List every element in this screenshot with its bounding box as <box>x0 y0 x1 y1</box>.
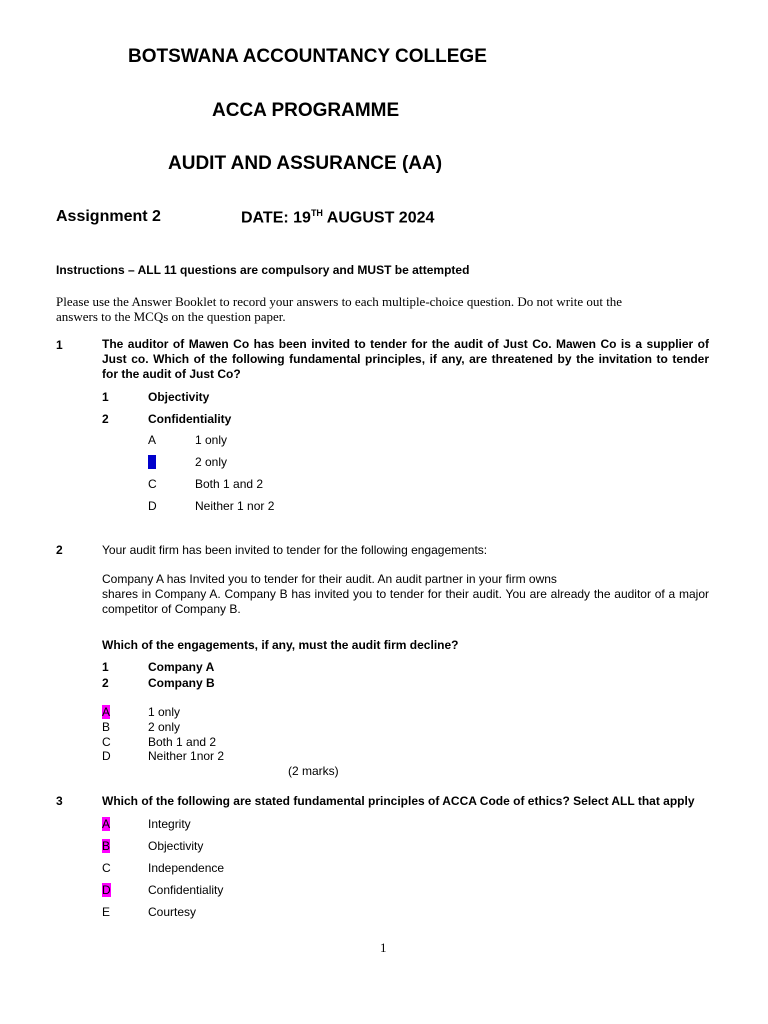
instructions-line-1: Please use the Answer Booklet to record your answers to each multiple-choice question. Do not write out the <box>56 294 623 309</box>
question-1-item-2-number: 2 <box>102 412 109 426</box>
date-prefix: DATE: 19 <box>241 209 311 227</box>
question-1-option-d-text: Neither 1 nor 2 <box>195 499 275 513</box>
college-name: BOTSWANA ACCOUNTANCY COLLEGE <box>128 46 487 67</box>
page-number: 1 <box>380 940 387 955</box>
question-3-option-b-text: Objectivity <box>148 839 204 853</box>
question-1-option-c-text: Both 1 and 2 <box>195 477 264 491</box>
question-1-stem: The auditor of Mawen Co has been invited to tender for the audit of Just Co. Mawen Co is a supplier of Just co. Which of the following fundamental principles, if any, are threatened by the invitation to tender for the audit of Just Co? <box>102 337 709 381</box>
question-2-item-2-number: 2 <box>102 676 109 690</box>
question-1-option-d-letter[interactable]: D <box>148 499 157 513</box>
question-3-option-b-letter[interactable]: B <box>102 839 111 853</box>
date-suffix: AUGUST 2024 <box>322 209 435 227</box>
question-1-item-1-number: 1 <box>102 390 109 404</box>
question-2-item-2-text: Company B <box>148 676 215 690</box>
question-2-option-a-text: 1 only <box>148 705 181 719</box>
question-1-item-2-text: Confidentiality <box>148 412 232 426</box>
question-1-option-a-letter[interactable]: A <box>148 433 157 447</box>
question-2-number: 2 <box>56 543 63 557</box>
course-title: AUDIT AND ASSURANCE (AA) <box>168 153 443 174</box>
question-2-option-b-letter[interactable]: B <box>102 720 111 734</box>
date-superscript: TH <box>310 208 323 218</box>
question-2-option-a-letter[interactable]: A <box>102 705 111 719</box>
question-3-option-d-text: Confidentiality <box>148 883 224 897</box>
question-3-option-e-letter[interactable]: E <box>102 905 111 919</box>
question-1-number: 1 <box>56 338 63 352</box>
question-3-number: 3 <box>56 794 63 808</box>
question-3-option-d-letter[interactable]: D <box>102 883 111 897</box>
question-2-item-1-text: Company A <box>148 660 215 674</box>
question-3-option-e-text: Courtesy <box>148 905 197 919</box>
question-2-option-c-letter[interactable]: C <box>102 735 111 749</box>
assignment-date <box>241 208 434 227</box>
question-1-item-1-text: Objectivity <box>148 390 210 404</box>
instructions-line-2: answers to the MCQs on the question paper. <box>56 309 286 324</box>
question-3-option-a-text: Integrity <box>148 817 191 831</box>
instructions-title: Instructions – ALL 11 questions are compulsory and MUST be attempted <box>56 263 470 277</box>
question-1-option-b-text: 2 only <box>195 455 228 469</box>
question-1-option-a-text: 1 only <box>195 433 228 447</box>
question-2-item-1-number: 1 <box>102 660 109 674</box>
question-2-question: Which of the engagements, if any, must the audit firm decline? <box>102 638 459 652</box>
programme-title: ACCA PROGRAMME <box>212 100 400 121</box>
question-1-option-b-letter[interactable]: B <box>148 455 157 469</box>
question-2-option-d-letter[interactable]: D <box>102 749 111 763</box>
question-3-option-a-letter[interactable]: A <box>102 817 111 831</box>
question-1-option-c-letter[interactable]: C <box>148 477 157 491</box>
question-2-intro: Your audit firm has been invited to tender for the following engagements: <box>102 543 488 557</box>
assignment-label: Assignment 2 <box>56 208 161 225</box>
question-2-scenario-line-1: Company A has Invited you to tender for their audit. An audit partner in your firm owns <box>102 572 557 586</box>
question-2-option-c-text: Both 1 and 2 <box>148 735 217 749</box>
question-3-stem: Which of the following are stated fundamental principles of ACCA Code of ethics? Select ALL that apply <box>102 794 695 808</box>
question-2-option-d-text: Neither 1nor 2 <box>148 749 225 763</box>
question-3-option-c-letter[interactable]: C <box>102 861 111 875</box>
question-3-option-c-text: Independence <box>148 861 225 875</box>
question-2-scenario-line-2: shares in Company A. Company B has invited you to tender for their audit. You are already the auditor of a major competitor of Company B. <box>102 587 709 616</box>
question-2-option-b-text: 2 only <box>148 720 181 734</box>
question-2-marks: (2 marks) <box>288 764 339 778</box>
